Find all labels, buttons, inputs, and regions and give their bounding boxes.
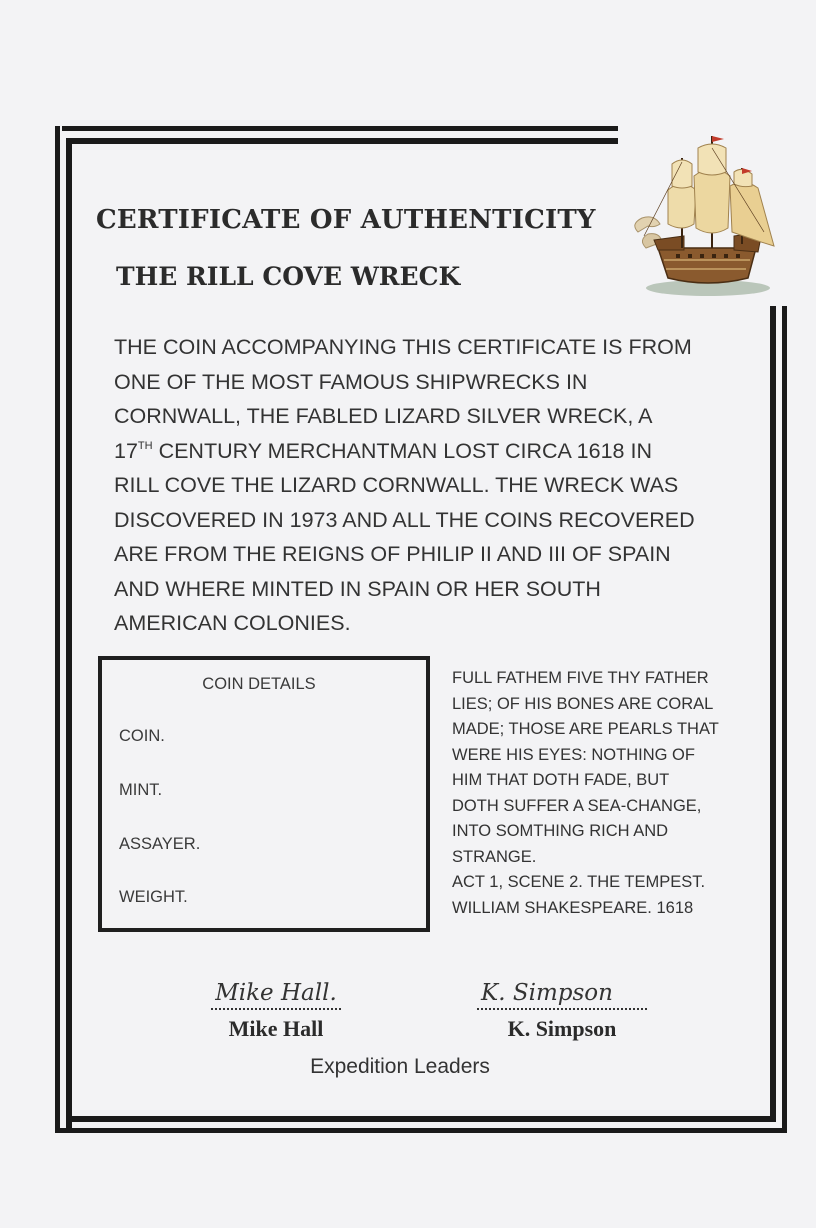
body-line-century: [114, 434, 764, 469]
certificate-title: CERTIFICATE OF AUTHENTICITY: [96, 205, 596, 235]
quote-line: DOTH SUFFER A SEA-CHANGE,: [452, 796, 702, 815]
body-line: CORNWALL, THE FABLED LIZARD SILVER WRECK, A: [114, 404, 653, 428]
body-line: AMERICAN COLONIES.: [114, 611, 351, 635]
quote-line: LIES; OF HIS BONES ARE CORAL: [452, 694, 714, 713]
body-line: ARE FROM THE REIGNS OF PHILIP II AND III OF SPAIN: [114, 542, 671, 566]
galleon-ship-illustration: [624, 128, 784, 302]
body-line: RILL COVE THE LIZARD CORNWALL. THE WRECK WAS: [114, 473, 679, 497]
quote-line: HIM THAT DOTH FADE, BUT: [452, 771, 670, 789]
mint-field-label: MINT.: [119, 781, 163, 799]
quote-attribution-line: ACT 1, SCENE 2. THE TEMPEST.: [452, 873, 706, 891]
certificate-subtitle: THE RILL COVE WRECK: [116, 262, 461, 291]
frame-top-inner-rule: [70, 138, 618, 144]
frame-bottom-inner-rule: [66, 1116, 776, 1122]
body-line: AND WHERE MINTED IN SPAIN OR HER SOUTH: [114, 576, 601, 601]
century-number: 17: [114, 438, 138, 463]
body-line: ONE OF THE MOST FAMOUS SHIPWRECKS IN: [114, 369, 588, 394]
frame-bottom-outer-rule: [55, 1128, 787, 1133]
signature-block-k-simpson: [462, 980, 662, 1042]
quote-line: FULL FATHEM FIVE THY FATHER: [452, 669, 709, 687]
expedition-leaders-caption: Expedition Leaders: [310, 1055, 490, 1078]
body-line: DISCOVERED IN 1973 AND ALL THE COINS RECOVERED: [114, 507, 695, 532]
frame-right-outer-rule: [782, 306, 787, 1133]
quote-line: WERE HIS EYES: NOTHING OF: [452, 745, 695, 764]
body-line: THE COIN ACCOMPANYING THIS CERTIFICATE IS FROM: [114, 335, 692, 359]
century-superscript: TH: [137, 439, 153, 452]
coin-details-heading: COIN DETAILS: [202, 675, 316, 693]
mike-hall-signature: Mike Hall.: [211, 980, 341, 1010]
k-simpson-printed-name: K. Simpson: [507, 1016, 617, 1041]
quote-attribution-line: WILLIAM SHAKESPEARE. 1618: [452, 898, 694, 917]
certificate-body-paragraph: [114, 330, 764, 641]
frame-left-inner-rule: [66, 138, 72, 1128]
mike-hall-printed-name: Mike Hall: [228, 1016, 324, 1041]
signature-block-mike-hall: [186, 980, 366, 1042]
coin-details-box: [98, 656, 430, 932]
shakespeare-quote: [452, 666, 772, 921]
frame-left-outer-rule: [55, 126, 60, 1133]
quote-line: INTO SOMTHING RICH AND: [452, 822, 669, 840]
frame-top-outer-rule: [62, 126, 618, 131]
quote-line: MADE; THOSE ARE PEARLS THAT: [452, 720, 719, 738]
coin-field-label: COIN.: [119, 727, 165, 745]
century-line-rest: CENTURY MERCHANTMAN LOST CIRCA 1618 IN: [152, 438, 652, 463]
quote-line: STRANGE.: [452, 847, 537, 866]
weight-field-label: WEIGHT.: [119, 888, 188, 906]
assayer-field-label: ASSAYER.: [119, 835, 201, 853]
k-simpson-signature: K. Simpson: [477, 980, 647, 1010]
